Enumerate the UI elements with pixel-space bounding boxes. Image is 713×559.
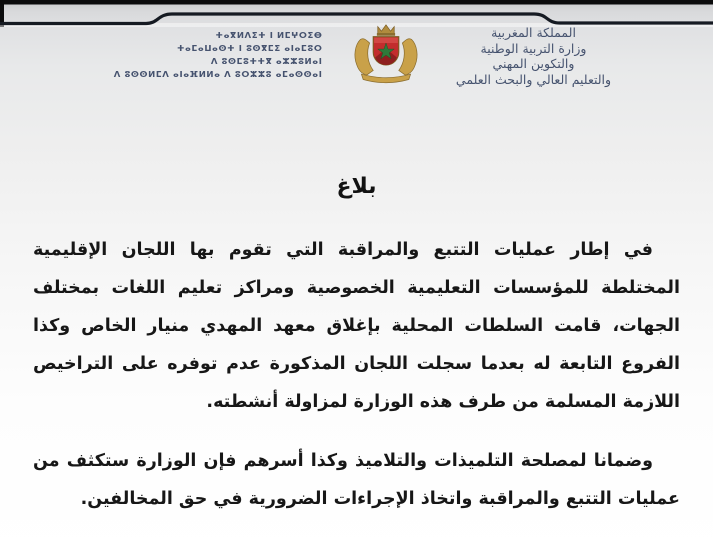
tifinagh-line: ⵜⴰⵎⴰⵡⴰⵙⵜ ⵏ ⵓⵙⴳⵎⵉ ⴰⵏⴰⵎⵓⵔ [176, 44, 323, 54]
communique-title: بلاغ [336, 174, 377, 199]
morocco-coat-of-arms-icon [349, 23, 423, 85]
top-black-bar [0, 0, 713, 5]
tifinagh-line: ⵜⴰⴳⵍⴷⵉⵜ ⵏ ⵍⵎⵖⵔⵉⴱ [215, 31, 323, 41]
tifinagh-line: ⴷ ⵓⵙⵙⵍⵎⴷ ⴰⵏⴰⴼⵍⵍⴰ ⴷ ⵓⵔⵣⵣⵓ ⴰⵎⴰⵙⵙⴰⵏ [113, 70, 323, 80]
paragraph-1: في إطار عمليات التتبع والمراقبة التي تقوم بها اللجان الإقليمية المختلطة للمؤسسات التعليمية الخصوصية ومراكز تعليم اللغات بمختلف الجهات، قامت السلطات المحلية بإغلاق معهد المهدي منيار الخاص وكذا الفروع التابعة له بعدما سجلت اللجان المذكورة عدم توفره على التراخيص اللازمة المسلمة من طرف هذه الوزارة لمزاولة أنشطته. [33, 240, 680, 412]
paragraph-2: وضمانا لمصلحة التلميذات والتلاميذ وكذا أسرهم فإن الوزارة ستكثف من عمليات التتبع والمراقبة واتخاذ الإجراءات الضرورية في حق المخالفين. [33, 451, 680, 509]
letterhead [0, 23, 713, 87]
tifinagh-header-block [95, 30, 323, 82]
tifinagh-line: ⴷ ⵓⵙⵎⵓⵜⵜⴳ ⴰⵣⵣⵓⵍⴰⵏ [210, 57, 323, 67]
communique-body [33, 231, 680, 518]
arabic-header-line: والتعليم العالي والبحث العلمي [455, 71, 612, 87]
arabic-header-line: وزارة التربية الوطنية [480, 40, 587, 56]
arabic-header-block [449, 25, 619, 87]
arabic-header-line: المملكة المغربية [491, 25, 576, 40]
arabic-header-line: والتكوين المهني [492, 56, 575, 71]
